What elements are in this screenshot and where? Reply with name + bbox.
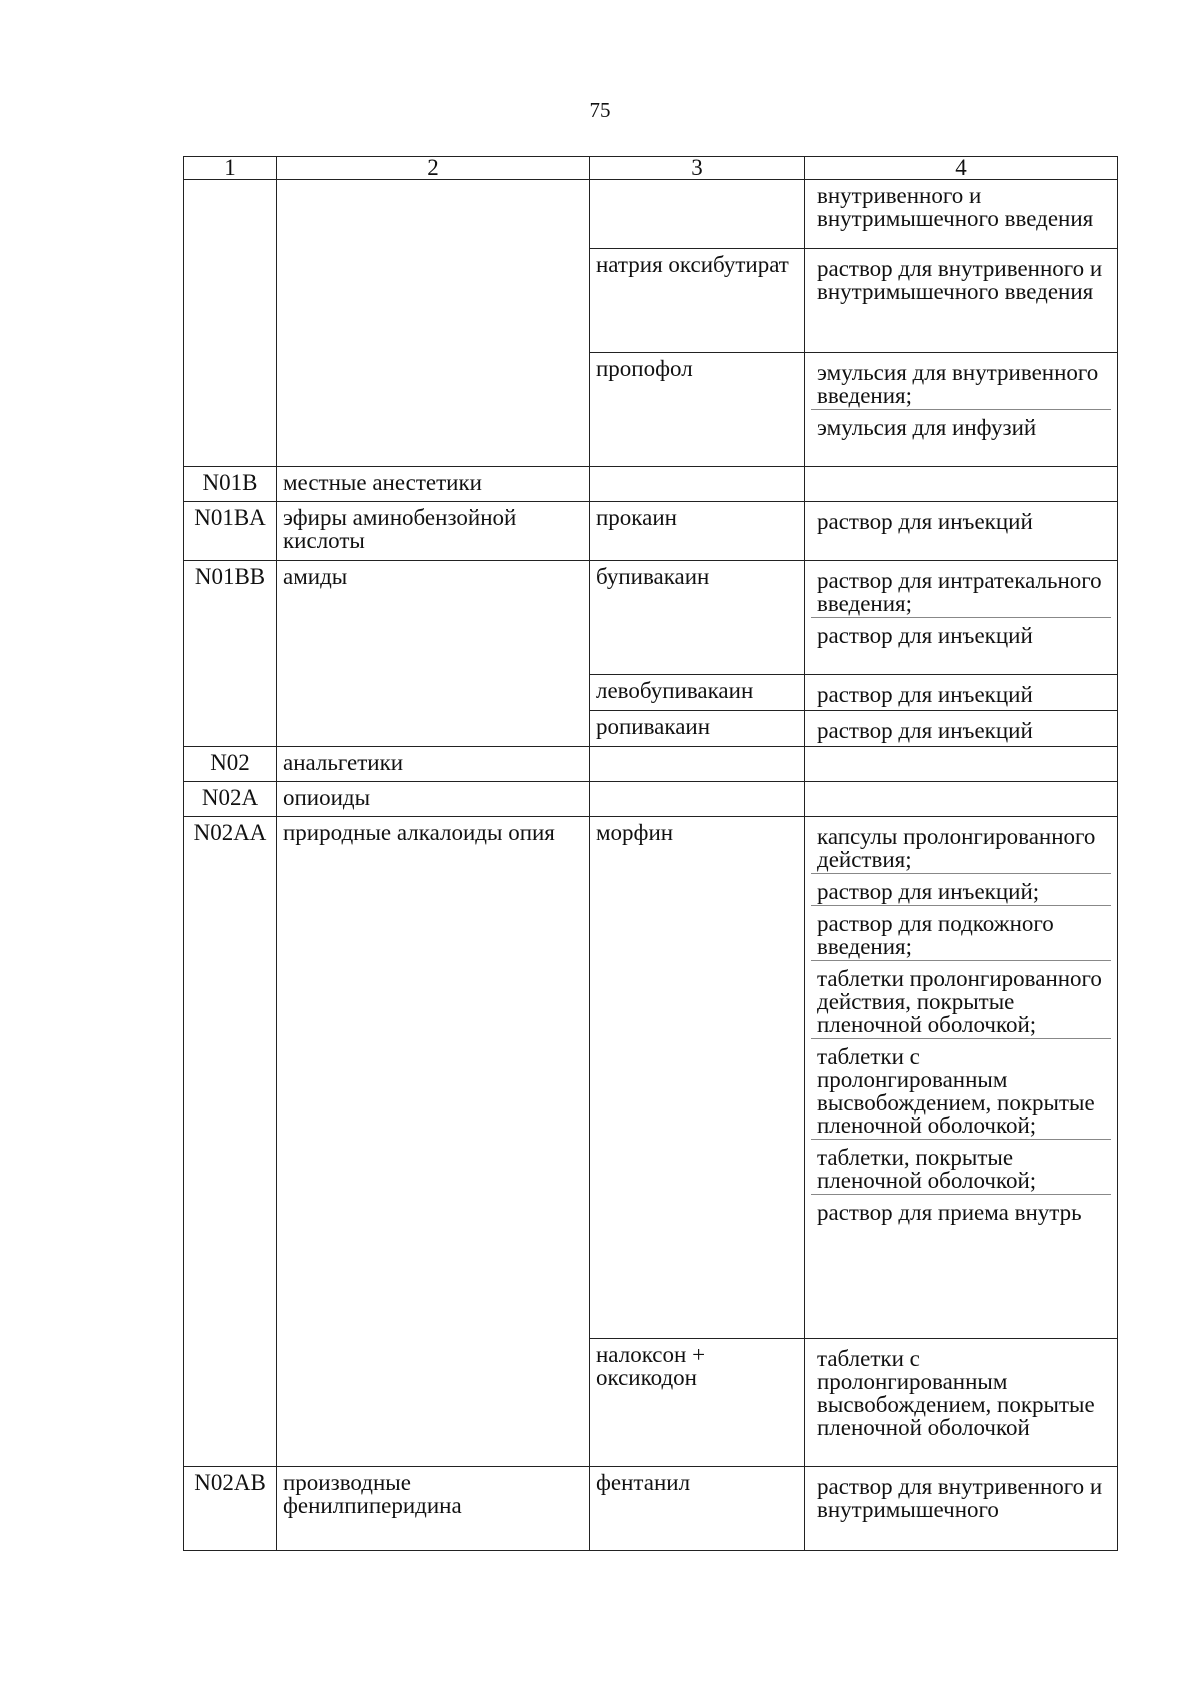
atc-code-cell: N02AA	[184, 817, 277, 1467]
dosage-form-cell	[805, 782, 1118, 817]
group-name-cell: амиды	[277, 561, 590, 747]
table-header-row	[184, 157, 1118, 180]
header-col-3: 3	[590, 157, 805, 180]
drug-name-cell: налоксон + оксикодон	[590, 1339, 805, 1467]
atc-code-cell: N01B	[184, 467, 277, 502]
dosage-form: таблетки с пролонгированным высвобождением, покрытые пленочной оболочкой	[817, 1346, 1095, 1440]
dosage-form-cell	[805, 561, 1118, 675]
atc-code-cell: N02	[184, 747, 277, 782]
table-row	[184, 467, 1118, 502]
dosage-form: раствор для инъекций	[817, 509, 1033, 534]
dosage-form-cell	[805, 502, 1118, 561]
dosage-form: таблетки с пролонгированным высвобождением, покрытые пленочной оболочкой;	[811, 1038, 1111, 1139]
group-name-cell	[277, 180, 590, 467]
dosage-form-cell	[805, 747, 1118, 782]
drug-name-cell: ропивакаин	[590, 711, 805, 747]
header-col-1: 1	[184, 157, 277, 180]
table-row	[184, 502, 1118, 561]
dosage-form-cell	[805, 353, 1118, 467]
dosage-form: раствор для внутривенного и внутримышечного введения	[817, 256, 1103, 304]
table-row	[184, 817, 1118, 1339]
drug-name-cell	[590, 180, 805, 249]
drug-name-cell	[590, 747, 805, 782]
dosage-form-cell	[805, 467, 1118, 502]
drug-name-cell: пропофол	[590, 353, 805, 467]
group-name-cell: опиоиды	[277, 782, 590, 817]
table-row	[184, 747, 1118, 782]
dosage-form: таблетки, покрытые пленочной оболочкой;	[811, 1139, 1111, 1194]
dosage-form: таблетки пролонгированного действия, покрытые пленочной оболочкой;	[811, 960, 1111, 1038]
atc-code-cell: N01BB	[184, 561, 277, 747]
table-row	[184, 561, 1118, 675]
group-name-cell: производные фенилпиперидина	[277, 1467, 590, 1551]
drug-name-cell	[590, 467, 805, 502]
header-col-4: 4	[805, 157, 1118, 180]
dosage-form: раствор для инъекций;	[811, 873, 1111, 905]
table-row	[184, 1467, 1118, 1551]
dosage-form: капсулы пролонгированного действия;	[817, 824, 1096, 872]
atc-code-cell: N02A	[184, 782, 277, 817]
drug-name-cell: натрия оксибутират	[590, 249, 805, 353]
atc-code-cell	[184, 180, 277, 467]
drug-name-cell: фентанил	[590, 1467, 805, 1551]
dosage-form: раствор для приема внутрь	[811, 1194, 1111, 1226]
drug-table	[183, 156, 1118, 1551]
page-number: 75	[589, 98, 611, 122]
dosage-form-cell	[805, 675, 1118, 711]
dosage-form: эмульсия для инфузий	[811, 409, 1111, 441]
dosage-form-cell	[805, 180, 1118, 249]
dosage-form: внутривенного и внутримышечного введения	[817, 183, 1094, 231]
dosage-form: раствор для инъекций	[811, 617, 1111, 649]
group-name-cell: природные алкалоиды опия	[277, 817, 590, 1467]
atc-code-cell: N02AB	[184, 1467, 277, 1551]
atc-code-cell: N01BA	[184, 502, 277, 561]
dosage-form-cell	[805, 1339, 1118, 1467]
drug-name-cell: бупивакаин	[590, 561, 805, 675]
dosage-form: раствор для подкожного введения;	[811, 905, 1111, 960]
dosage-form-cell	[805, 711, 1118, 747]
dosage-form-cell	[805, 249, 1118, 353]
group-name-cell: анальгетики	[277, 747, 590, 782]
group-name-cell: эфиры аминобензойной кислоты	[277, 502, 590, 561]
dosage-form-cell	[805, 1467, 1118, 1551]
drug-name-cell	[590, 782, 805, 817]
drug-name-cell: левобупивакаин	[590, 675, 805, 711]
dosage-form: раствор для инъекций	[817, 682, 1033, 707]
dosage-form: раствор для интратекального введения;	[817, 568, 1102, 616]
drug-name-cell: прокаин	[590, 502, 805, 561]
table-row	[184, 782, 1118, 817]
dosage-form-cell	[805, 817, 1118, 1339]
table-row	[184, 180, 1118, 249]
group-name-cell: местные анестетики	[277, 467, 590, 502]
dosage-form: эмульсия для внутривенного введения;	[817, 360, 1099, 408]
dosage-form: раствор для инъекций	[817, 718, 1033, 743]
header-col-2: 2	[277, 157, 590, 180]
drug-name-cell: морфин	[590, 817, 805, 1339]
dosage-form: раствор для внутривенного и внутримышечного	[817, 1474, 1103, 1522]
